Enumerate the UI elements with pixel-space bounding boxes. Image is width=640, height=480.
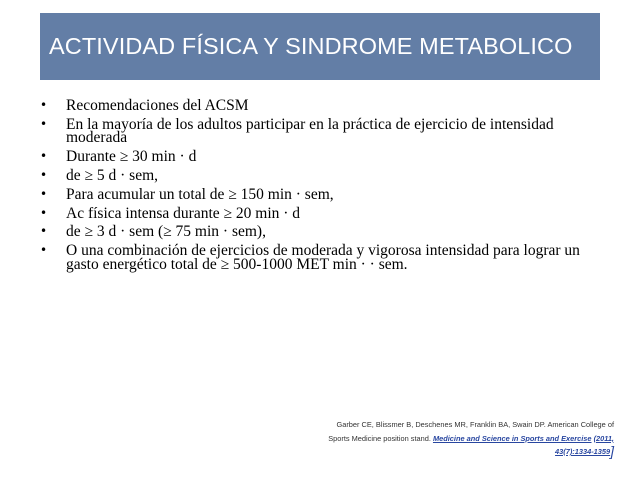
bullet-item <box>40 185 600 203</box>
citation-line-1: Garber CE, Blissmer B, Deschenes MR, Franklin BA, Swain DP. American College of <box>336 420 614 429</box>
citation-line-2 <box>294 432 614 446</box>
bullet-item <box>40 244 600 271</box>
bullet-item <box>40 225 600 239</box>
bullet-text: En la mayoría de los adultos participar en la práctica de ejercicio de intensidad moderada <box>66 115 554 147</box>
bullet-icon: • <box>40 243 48 258</box>
bullet-text: Durante ≥ 30 min · d <box>66 148 197 166</box>
citation <box>294 418 614 459</box>
bullet-item <box>40 99 600 113</box>
bullet-text: Para acumular un total de ≥ 150 min · sem, <box>66 185 334 203</box>
bullet-text: Recomendaciones del ACSM <box>66 97 249 114</box>
citation-volume-link[interactable]: 43(7):1334-1359 <box>555 447 611 456</box>
bullet-text: de ≥ 5 d · sem, <box>66 166 159 184</box>
bullet-icon: • <box>40 116 48 131</box>
bullet-icon: • <box>40 98 48 112</box>
citation-line-3 <box>294 445 614 459</box>
bullet-icon: • <box>40 149 48 164</box>
slide-title: ACTIVIDAD FÍSICA Y SINDROME METABOLICO <box>49 33 573 59</box>
bullet-list <box>40 99 600 276</box>
bullet-text: O una combinación de ejercicios de moderada y vigorosa intensidad para lograr un gasto energético total de ≥ 500-1000 MET min · · sem. <box>66 242 580 273</box>
title-bar <box>40 13 600 80</box>
bullet-item <box>40 150 600 164</box>
bullet-text: de ≥ 3 d · sem (≥ 75 min · sem), <box>66 223 266 241</box>
bullet-text: Ac física intensa durante ≥ 20 min · d <box>66 204 301 222</box>
bullet-icon: • <box>40 167 48 182</box>
bullet-icon: • <box>40 224 48 239</box>
citation-text: Sports Medicine position stand. <box>328 433 433 443</box>
bullet-icon: • <box>40 205 48 220</box>
bullet-item <box>40 115 600 147</box>
citation-journal-link[interactable]: Medicine and Science in Sports and Exercise <box>432 433 592 443</box>
bullet-item <box>40 204 600 222</box>
bullet-item <box>40 166 600 184</box>
citation-year-link[interactable]: (2011, <box>593 433 614 443</box>
bullet-icon: • <box>40 186 48 201</box>
citation-bracket: ] <box>610 443 614 459</box>
